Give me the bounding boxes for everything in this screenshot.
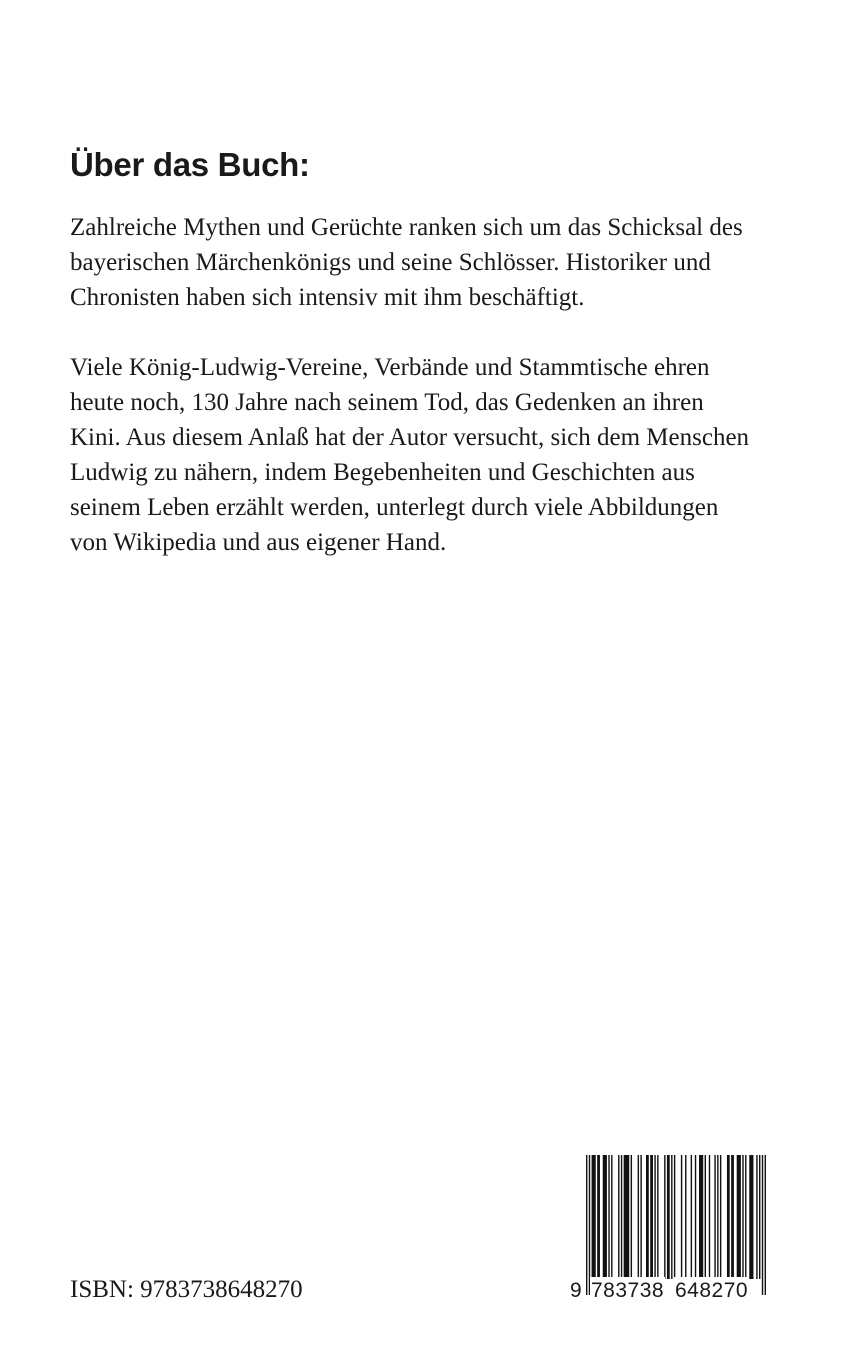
barcode-bar xyxy=(742,1155,743,1279)
barcode-bar xyxy=(640,1155,641,1279)
barcode-bar xyxy=(737,1155,741,1279)
barcode-bar xyxy=(765,1155,766,1295)
barcode-bar xyxy=(621,1155,622,1279)
barcode-bar xyxy=(664,1155,665,1279)
barcode-bar xyxy=(631,1155,632,1279)
barcode-bar xyxy=(749,1155,753,1279)
paragraph-line: Chronisten haben sich intensiv mit ihm beschäftigt. xyxy=(70,284,585,311)
barcode-bar xyxy=(705,1155,706,1279)
barcode-bar xyxy=(745,1155,746,1279)
barcode-bar xyxy=(699,1155,703,1279)
barcode-bar xyxy=(691,1155,692,1279)
isbn-barcode xyxy=(568,1155,768,1305)
section-heading: Über das Buch: xyxy=(70,146,310,183)
paragraph-line: Ludwig zu nähern, indem Begebenheiten und Geschichten aus xyxy=(70,459,695,486)
barcode-bar xyxy=(762,1155,763,1295)
barcode-bar xyxy=(624,1155,630,1279)
barcode-bar xyxy=(674,1155,675,1279)
barcode-bar xyxy=(650,1155,653,1295)
barcode-bar xyxy=(671,1155,672,1279)
barcode-bar xyxy=(592,1155,596,1279)
barcode-bar xyxy=(759,1155,760,1279)
paragraph-line: Zahlreiche Mythen und Gerüchte ranken sich um das Schicksal des xyxy=(70,214,743,241)
barcode-bar xyxy=(717,1155,718,1279)
barcode-bar xyxy=(638,1155,639,1279)
barcode-bar xyxy=(646,1155,649,1279)
paragraph-line: Kini. Aus diesem Anlaß hat der Autor versucht, sich dem Menschen xyxy=(70,424,750,451)
paragraph-line: heute noch, 130 Jahre nach seinem Tod, das Gedenken an ihren xyxy=(70,389,704,416)
barcode-bar xyxy=(714,1155,715,1279)
barcode-bar xyxy=(685,1155,686,1279)
barcode-bar xyxy=(681,1155,682,1279)
barcode-bar xyxy=(589,1155,590,1295)
paragraph-details xyxy=(70,350,810,560)
barcode-bar xyxy=(654,1155,655,1295)
barcode-bar xyxy=(727,1155,730,1279)
barcode-bar xyxy=(597,1155,600,1279)
barcode-bar xyxy=(603,1155,607,1279)
barcode-bar xyxy=(731,1155,734,1279)
barcode-first-digit: 9 xyxy=(568,1277,584,1305)
paragraph-line: seinem Leben erzählt werden, unterlegt durch viele Abbildungen xyxy=(70,494,719,521)
barcode-bar xyxy=(667,1155,670,1279)
paragraph-intro xyxy=(70,210,810,315)
paragraph-line: Viele König-Ludwig-Vereine, Verbände und Stammtische ehren xyxy=(70,354,710,381)
paragraph-line: bayerischen Märchenkönigs und seine Schlösser. Historiker und xyxy=(70,249,711,276)
barcode-bar xyxy=(756,1155,757,1279)
barcode-bar xyxy=(608,1155,609,1279)
isbn-label: ISBN: 9783738648270 xyxy=(70,1276,303,1303)
barcode-bar xyxy=(618,1155,619,1279)
paragraph-line: von Wikipedia und aus eigener Hand. xyxy=(70,529,447,556)
barcode-bar xyxy=(695,1155,696,1279)
barcode-bar xyxy=(720,1155,721,1279)
barcode-bar xyxy=(611,1155,612,1279)
barcode-left-digits: 783738 xyxy=(590,1277,665,1305)
barcode-digits xyxy=(568,1277,768,1305)
barcode-bar xyxy=(709,1155,710,1279)
barcode-bar xyxy=(657,1155,658,1279)
barcode-bar xyxy=(586,1155,587,1295)
barcode-right-digits: 648270 xyxy=(674,1277,749,1305)
